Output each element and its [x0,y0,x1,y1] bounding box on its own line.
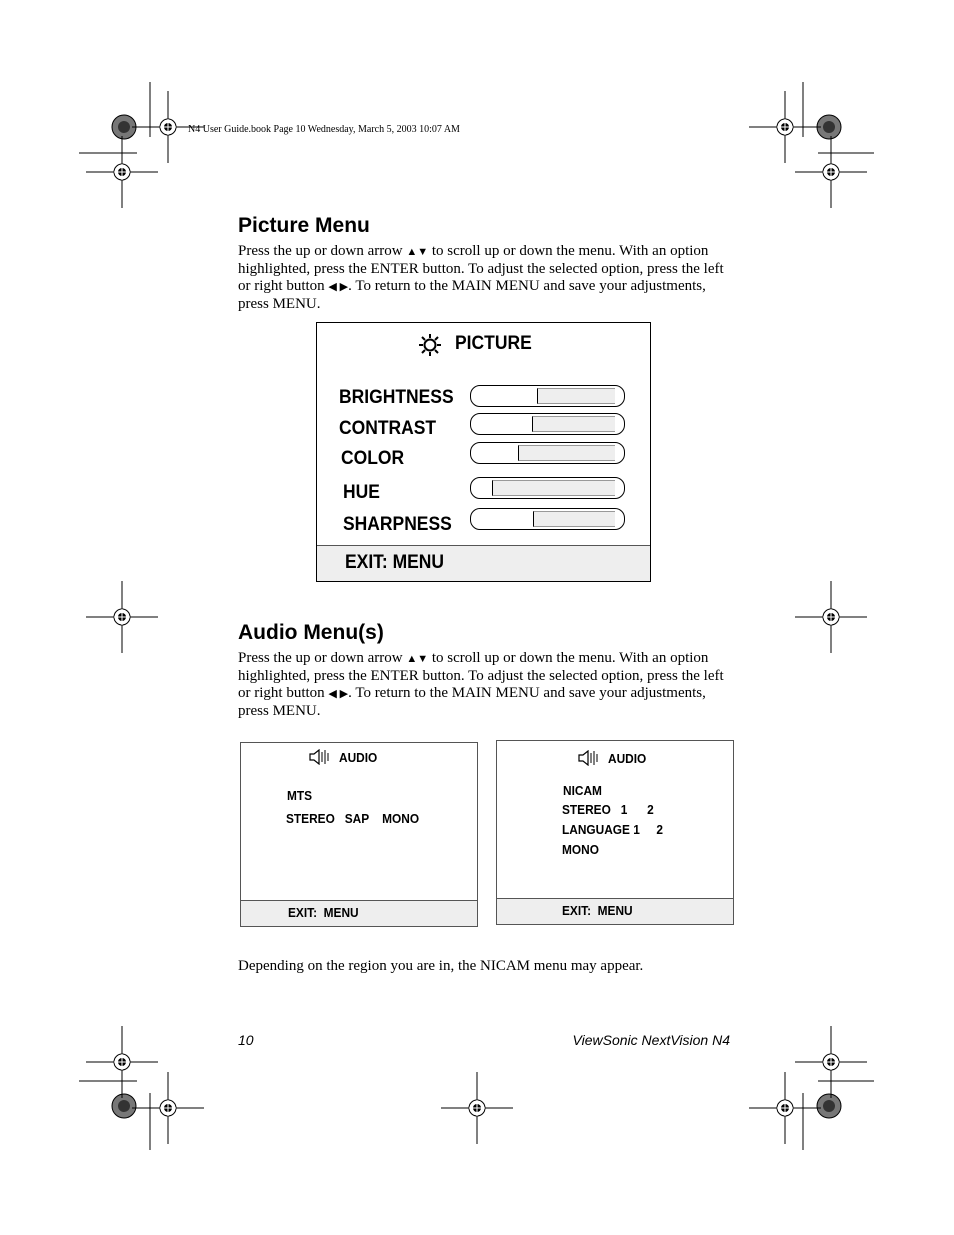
nicam-mono-option[interactable]: MONO [562,843,599,857]
print-header: N4 User Guide.book Page 10 Wednesday, March 5, 2003 10:07 AM [188,124,460,135]
exit-menu-label: EXIT: MENU [288,906,359,920]
audio-menu-nicam [496,740,734,925]
picture-menu-title: PICTURE [455,333,532,354]
product-name: ViewSonic NextVision N4 [572,1032,730,1048]
sharpness-slider[interactable] [470,508,625,530]
exit-menu-label: EXIT: MENU [345,552,445,573]
picture-instructions [238,243,738,313]
menu-item-contrast[interactable]: CONTRAST [339,418,437,439]
hue-slider[interactable] [470,477,625,499]
speaker-icon [578,750,600,766]
audio-menu-footer [241,900,477,926]
instruction-text: . To return to the MAIN MENU and save your adjustments, press MENU. [238,278,706,312]
left-right-arrow-icon: ◀ ▶ [328,688,349,700]
audio-menu-title: AUDIO [608,752,647,766]
audio-menu-footer [497,898,733,924]
audio-instructions [238,650,738,720]
picture-menu-heading: Picture Menu [238,214,370,237]
instruction-text: to scroll up or down the menu. With an option highlighted, press the ENTER button. To adjust the selected option, press the left or right button [238,243,724,294]
color-slider[interactable] [470,442,625,464]
up-down-arrow-icon: ▲▼ [406,246,429,258]
brightness-sun-icon [418,333,442,357]
nicam-language-option[interactable]: LANGUAGE 1 2 [562,823,663,837]
instruction-text: to scroll up or down the menu. With an option highlighted, press the ENTER button. To adjust the selected option, press the left or right button [238,650,724,701]
instruction-text: . To return to the MAIN MENU and save your adjustments, press MENU. [238,685,706,719]
mts-options[interactable]: STEREO SAP MONO [286,812,420,826]
slider-track [533,511,615,527]
instruction-text: Press the up or down arrow [238,650,403,666]
exit-menu-label: EXIT: MENU [562,904,633,918]
brightness-slider[interactable] [470,385,625,407]
left-right-arrow-icon: ◀ ▶ [328,281,349,293]
page-number: 10 [238,1032,254,1048]
menu-item-color[interactable]: COLOR [341,448,405,469]
picture-menu-footer [317,545,650,581]
slider-track [518,445,615,461]
slider-track [492,480,615,496]
nicam-stereo-option[interactable]: STEREO 1 2 [562,803,654,817]
page-footer [238,1032,730,1048]
picture-menu-screen [316,322,651,582]
slider-track [537,388,615,404]
instruction-text: Press the up or down arrow [238,243,403,259]
audio-menu-heading: Audio Menu(s) [238,621,384,644]
audio-menu-title: AUDIO [339,751,378,765]
up-down-arrow-icon: ▲▼ [406,653,429,665]
menu-item-sharpness[interactable]: SHARPNESS [343,514,452,535]
nicam-note: Depending on the region you are in, the NICAM menu may appear. [238,958,644,974]
menu-item-brightness[interactable]: BRIGHTNESS [339,387,454,408]
mts-heading: MTS [287,789,313,803]
nicam-heading: NICAM [563,784,602,798]
audio-menu-mts [240,742,478,927]
contrast-slider[interactable] [470,413,625,435]
slider-track [532,416,615,432]
menu-item-hue[interactable]: HUE [343,482,380,503]
speaker-icon [309,749,331,765]
